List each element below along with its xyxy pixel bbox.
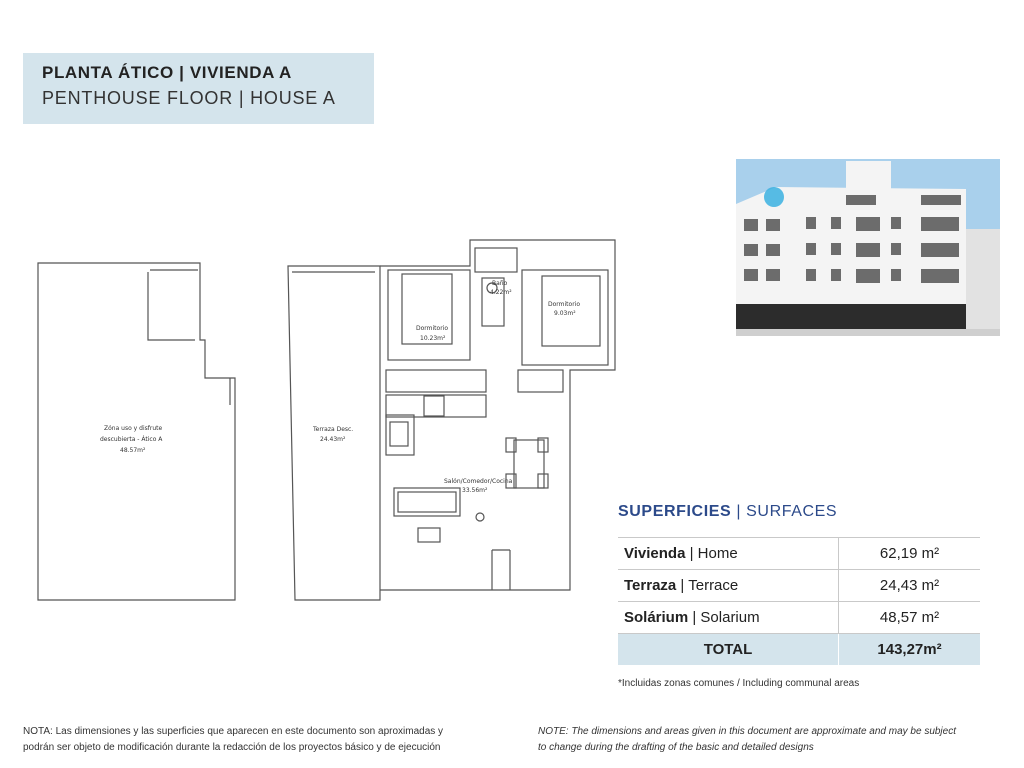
table-row: [618, 538, 980, 570]
bedroom1-outline: [388, 270, 470, 360]
bedroom1-label-2: 10.23m²: [420, 335, 446, 342]
note-en-line1: NOTE: The dimensions and areas given in this document are approximate and may be subject: [538, 726, 956, 737]
row-value: 48,57 m²: [839, 602, 981, 634]
surfaces-table: [618, 537, 980, 665]
terrace-outline: [288, 266, 380, 600]
row-label: [618, 538, 839, 570]
surfaces-footnote: *Incluidas zonas comunes / Including communal areas: [618, 678, 860, 689]
surfaces-title-sep: |: [731, 503, 747, 520]
row-label: [618, 602, 839, 634]
title-box: [23, 53, 374, 124]
solarium-label-2: descubierta - Ático A: [100, 436, 163, 443]
total-label: TOTAL: [618, 634, 839, 666]
solarium-inner-wall: [148, 272, 195, 340]
terrace-label-1: Terraza Desc.: [313, 426, 354, 433]
dining-table: [514, 440, 544, 488]
row-label-en: | Terrace: [676, 577, 739, 594]
bath-label-2: 4.22m²: [490, 289, 512, 296]
bed-1: [402, 274, 452, 344]
note-english: [538, 724, 1024, 756]
bedroom1-label-1: Dormitorio: [416, 325, 448, 332]
surfaces-title-es: SUPERFICIES: [618, 503, 732, 520]
living-label-1: Salón/Comedor/Cocina: [444, 478, 513, 485]
living-label-2: 33.56m²: [462, 487, 488, 494]
row-label-es: Terraza: [624, 577, 677, 594]
building-photo: [736, 159, 1000, 336]
solarium-label-3: 48.57m²: [120, 447, 146, 454]
note-spanish: [23, 724, 523, 756]
floor-plan: [30, 230, 620, 610]
row-label: [618, 570, 839, 602]
row-label-es: Vivienda: [624, 545, 686, 562]
bath-label-1: Baño: [492, 280, 508, 287]
row-label-en: | Home: [685, 545, 738, 562]
table-row: [618, 602, 980, 634]
title-spanish: PLANTA ÁTICO | VIVIENDA A: [42, 63, 292, 82]
total-row: [618, 634, 980, 666]
surfaces-title: [618, 503, 837, 521]
row-label-en: | Solarium: [688, 609, 760, 626]
table-row: [618, 570, 980, 602]
bedroom2-label-2: 9.03m²: [554, 310, 576, 317]
note-en-line2: to change during the drafting of the basic and detailed designs: [538, 742, 814, 753]
solarium-label-1: Zóna uso y disfrute: [104, 425, 163, 432]
surfaces-title-en: SURFACES: [746, 503, 838, 520]
title-english: PENTHOUSE FLOOR | HOUSE A: [42, 88, 336, 108]
row-value: 24,43 m²: [839, 570, 981, 602]
note-es-line1: NOTA: Las dimensiones y las superficies que aparecen en este documento son aproximadas y: [23, 726, 444, 737]
note-es-line2: podrán ser objeto de modificación durante la redacción de los proyectos básico y de ejecución: [23, 742, 441, 753]
bedroom2-outline: [522, 270, 608, 365]
terrace-label-2: 24.43m²: [320, 436, 346, 443]
total-value: 143,27m²: [839, 634, 981, 666]
row-value: 62,19 m²: [839, 538, 981, 570]
row-label-es: Solárium: [624, 609, 689, 626]
bedroom2-label-1: Dormitorio: [548, 301, 580, 308]
